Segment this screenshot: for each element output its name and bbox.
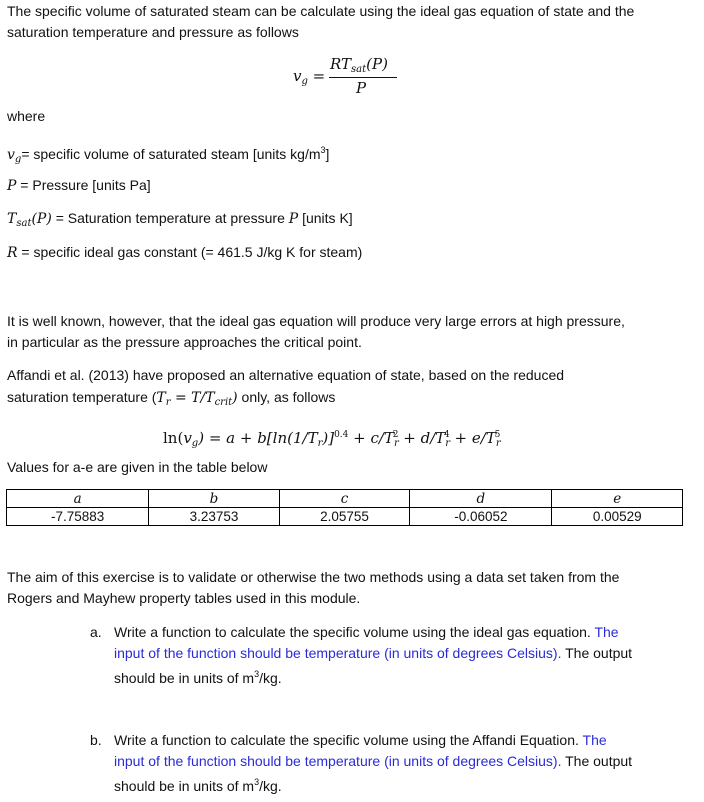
para4-line-1: The aim of this exercise is to validate or otherwise the two methods using a data set taken from the <box>7 569 620 585</box>
value-d: -0.06052 <box>410 508 552 526</box>
intro-line-1: The specific volume of saturated steam can be calculate using the ideal gas equation of state and the <box>7 3 635 19</box>
value-a: -7.75883 <box>7 508 149 526</box>
para2-line-1: It is well known, however, that the ideal gas equation will produce very large errors at high pressure, <box>7 313 625 329</box>
eq1-lhs-sub: g <box>301 76 308 87</box>
def-tsat: $T_{sat}(P)$ = Saturation temperature at pressure P [units K] <box>7 210 353 229</box>
def-vg: $v_g=$ specific volume of saturated steam [units $kg/m^3$] <box>7 145 330 165</box>
item-b-text: Write a function to calculate the specific volume using the Affandi Equation. The input of the function should be temperature (in units of degrees Celsius). The output should be in units of $m^3/kg$. <box>114 732 633 794</box>
intro-line-2: saturation temperature and pressure as follows <box>7 24 299 40</box>
value-e: 0.00529 <box>552 508 683 526</box>
para3-line-1: Affandi et al. (2013) have proposed an alternative equation of state, based on the reduced <box>7 367 565 383</box>
eq1-num-a: RT <box>330 55 352 73</box>
para4-line-2: Rogers and Mayhew property tables used in this module. <box>7 590 361 606</box>
value-b: 3.23753 <box>149 508 280 526</box>
eq1-num-b: (P) <box>366 55 388 73</box>
affandi-equation: $\ln(v_g) = a + b[\ln(1/T_r)]^{0.4} + c/T_r^2 + d/T_r^4 + e/T_r^5$ <box>163 429 501 449</box>
item-a-label: a. <box>90 624 102 640</box>
item-a-text: Write a function to calculate the specific volume using the ideal gas equation. The input of the function should be temperature (in units of degrees Celsius). The output should be in units of $m^3/kg$. <box>114 624 633 686</box>
eq1-equals: = <box>312 67 326 85</box>
header-c: c <box>279 490 410 508</box>
value-c: 2.05755 <box>279 508 410 526</box>
table-row <box>7 508 683 526</box>
def-r: R = specific ideal gas constant (= 461.5 J/kg K for steam) <box>7 244 363 261</box>
item-b-label: b. <box>90 732 102 748</box>
values-intro: Values for a-e are given in the table below <box>7 459 268 475</box>
header-b: b <box>149 490 280 508</box>
para2-line-2: in particular as the pressure approaches the critical point. <box>7 334 362 350</box>
header-d: d <box>410 490 552 508</box>
table-header-row <box>7 490 683 508</box>
fraction-bar <box>329 77 397 78</box>
eq1-lhs: v <box>293 67 302 85</box>
para3-line-2: saturation temperature $(T_r = T/T_{crit})$ only, as follows <box>7 389 336 408</box>
def-p: P = Pressure [units Pa] <box>7 177 151 194</box>
header-e: e <box>552 490 683 508</box>
header-a: a <box>7 490 149 508</box>
coefficients-table <box>6 489 683 526</box>
where-label: where <box>7 108 46 124</box>
eq1-num-sub: sat <box>351 64 367 75</box>
eq1-den: P <box>356 79 367 97</box>
